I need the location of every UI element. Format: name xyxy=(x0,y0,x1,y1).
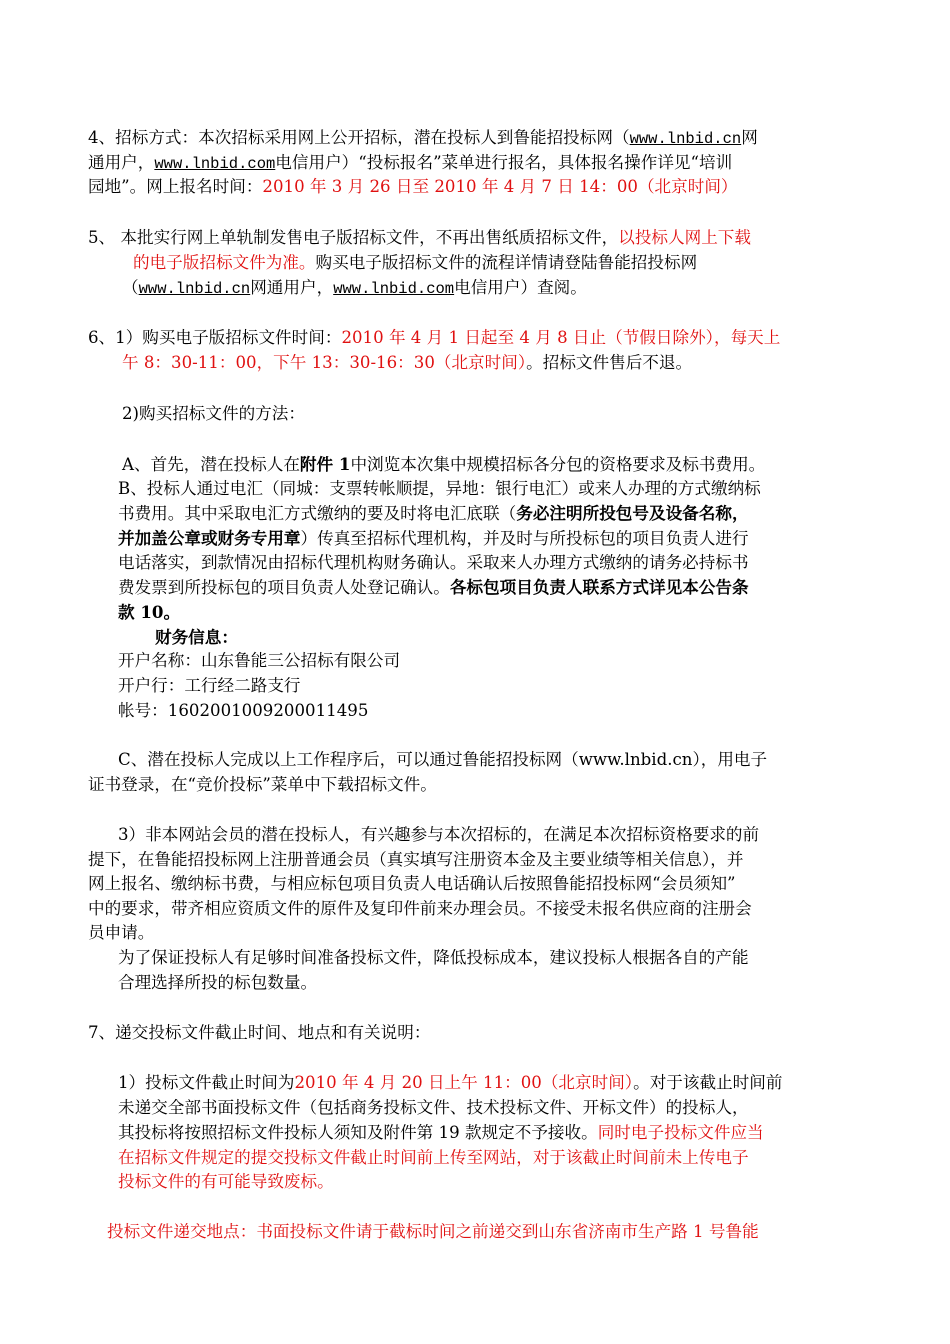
method-b-line3 xyxy=(118,526,749,551)
method-b-line5 xyxy=(118,575,749,600)
bold-text: 务必注明所投包号及设备名称， xyxy=(516,503,749,523)
sec6-line1 xyxy=(88,326,780,350)
sec7-title: 7、递交投标文件截止时间、地点和有关说明： xyxy=(88,1023,431,1042)
text: 书费用。其中采取电汇方式缴纳的要及时将电汇底联（ xyxy=(118,504,517,523)
lnbid-com-link[interactable]: www.lnbid.com xyxy=(154,155,276,173)
highlight-text: 的电子版招标文件为准。 xyxy=(133,253,316,272)
text: 网通用户， xyxy=(250,278,334,297)
bold-text: 各标包项目负责人联系方式详见本公告条 xyxy=(449,577,749,597)
text: A、首先，潜在投标人在 xyxy=(122,455,300,474)
purchase-time: 午 8：30-11：00，下午 13：30-16：30（北京时间） xyxy=(122,353,527,372)
sec7-line1 xyxy=(118,1071,782,1095)
registration-time: 2010 年 3 月 26 日至 2010 年 4 月 7 日 14：00（北京时间） xyxy=(262,177,738,196)
method-b-line2 xyxy=(118,501,749,526)
submission-place: 投标文件递交地点：书面投标文件请于截标时间之前递交到山东省济南市生产路 1 号鲁能 xyxy=(107,1222,759,1241)
sec5-line1 xyxy=(88,226,751,250)
text: 网 xyxy=(741,128,758,147)
lnbid-cn-link[interactable]: www.lnbid.cn xyxy=(629,130,742,148)
sec7-line3 xyxy=(118,1121,764,1145)
method-c-line2: 证书登录，在“竞价投标”菜单中下载招标文件。 xyxy=(88,775,437,794)
sec7-line2: 未递交全部书面投标文件（包括商务投标文件、技术投标文件、开标文件）的投标人， xyxy=(118,1098,749,1117)
text: 6、1）购买电子版招标文件时间： xyxy=(88,328,342,347)
text: 园地”。网上报名时间： xyxy=(88,177,263,196)
text: 电信用户）查阅。 xyxy=(454,278,587,297)
text: 购买电子版招标文件的流程详情请登陆鲁能招投标网 xyxy=(315,253,698,272)
purchase-time: 2010 年 4 月 1 日起至 4 月 8 日止（节假日除外），每天上 xyxy=(341,328,781,347)
bank-name: 开户行：工行经二路支行 xyxy=(118,676,301,695)
advice-line2: 合理选择所投的标包数量。 xyxy=(118,973,318,992)
method-title: 2)购买招标文件的方法： xyxy=(122,404,305,423)
highlight-text: 同时电子投标文件应当 xyxy=(597,1123,764,1142)
sec7-line4: 在招标文件规定的提交投标文件截止时间前上传至网站，对于该截止时间前未上传电子 xyxy=(118,1148,749,1167)
item3-line1: 3）非本网站会员的潜在投标人，有兴趣参与本次招标的，在满足本次招标资格要求的前 xyxy=(118,825,760,844)
sec4-line2 xyxy=(88,151,732,176)
text: 1）投标文件截止时间为 xyxy=(118,1073,295,1092)
lnbid-cn-link[interactable]: www.lnbid.cn xyxy=(138,280,251,298)
method-b-line4: 电话落实，到款情况由招标代理机构财务确认。采取来人办理方式缴纳的请务必持标书 xyxy=(118,553,749,572)
item3-line4: 中的要求，带齐相应资质文件的原件及复印件前来办理会员。不接受未报名供应商的注册会 xyxy=(88,899,752,918)
text: ）传真至招标代理机构，并及时与所投标包的项目负责人进行 xyxy=(300,529,749,548)
highlight-text: 以投标人网上下载 xyxy=(618,228,751,247)
account-number: 帐号：1602001009200011495 xyxy=(118,701,369,720)
sec7-line5: 投标文件的有可能导致废标。 xyxy=(118,1172,334,1191)
item3-line3: 网上报名、缴纳标书费，与相应标包项目负责人电话确认后按照鲁能招投标网“会员须知” xyxy=(88,874,736,893)
text: 。招标文件售后不退。 xyxy=(526,353,693,372)
appendix-ref: 附件 1 xyxy=(299,454,351,474)
sec6-line2 xyxy=(122,351,692,375)
lnbid-com-link[interactable]: www.lnbid.com xyxy=(333,280,455,298)
text: 。对于该截止时间前 xyxy=(633,1073,783,1092)
text: 费发票到所投标包的项目负责人处登记确认。 xyxy=(118,578,450,597)
method-b-line6: 款 10。 xyxy=(118,602,181,622)
finance-title: 财务信息： xyxy=(155,627,238,647)
text: （ xyxy=(122,278,139,297)
method-b-line1: B、投标人通过电汇（同城：支票转帐顺提，异地：银行电汇）或来人办理的方式缴纳标 xyxy=(118,479,761,498)
item3-line5: 员申请。 xyxy=(88,923,155,942)
text: 其投标将按照招标文件投标人须知及附件第 19 款规定不予接收。 xyxy=(118,1123,598,1142)
bold-text: 并加盖公章或财务专用章 xyxy=(118,528,301,548)
deadline-time: 2010 年 4 月 20 日上午 11：00（北京时间） xyxy=(294,1073,634,1092)
method-c-line1: C、潜在投标人完成以上工作程序后，可以通过鲁能招投标网（www.lnbid.cn），用电子 xyxy=(118,750,768,769)
account-name: 开户名称：山东鲁能三公招标有限公司 xyxy=(118,651,401,670)
sec4-line3 xyxy=(88,175,738,199)
text: 中浏览本次集中规模招标各分包的资格要求及标书费用。 xyxy=(350,455,766,474)
advice-line1: 为了保证投标人有足够时间准备投标文件，降低投标成本，建议投标人根据各自的产能 xyxy=(118,948,749,967)
text: 4、招标方式：本次招标采用网上公开招标，潜在投标人到鲁能招投标网（ xyxy=(88,128,630,147)
text: 通用户， xyxy=(88,153,155,172)
text: 5、 本批实行网上单轨制发售电子版招标文件，不再出售纸质招标文件， xyxy=(88,228,619,247)
sec5-line3 xyxy=(122,276,587,301)
item3-line2: 提下，在鲁能招投标网上注册普通会员（真实填写注册资本金及主要业绩等相关信息），并 xyxy=(88,850,744,869)
sec5-line2 xyxy=(133,251,697,275)
sec4-line1 xyxy=(88,126,758,151)
method-a xyxy=(122,452,765,477)
text: 电信用户）“投标报名”菜单进行报名，具体报名操作详见“培训 xyxy=(275,153,733,172)
